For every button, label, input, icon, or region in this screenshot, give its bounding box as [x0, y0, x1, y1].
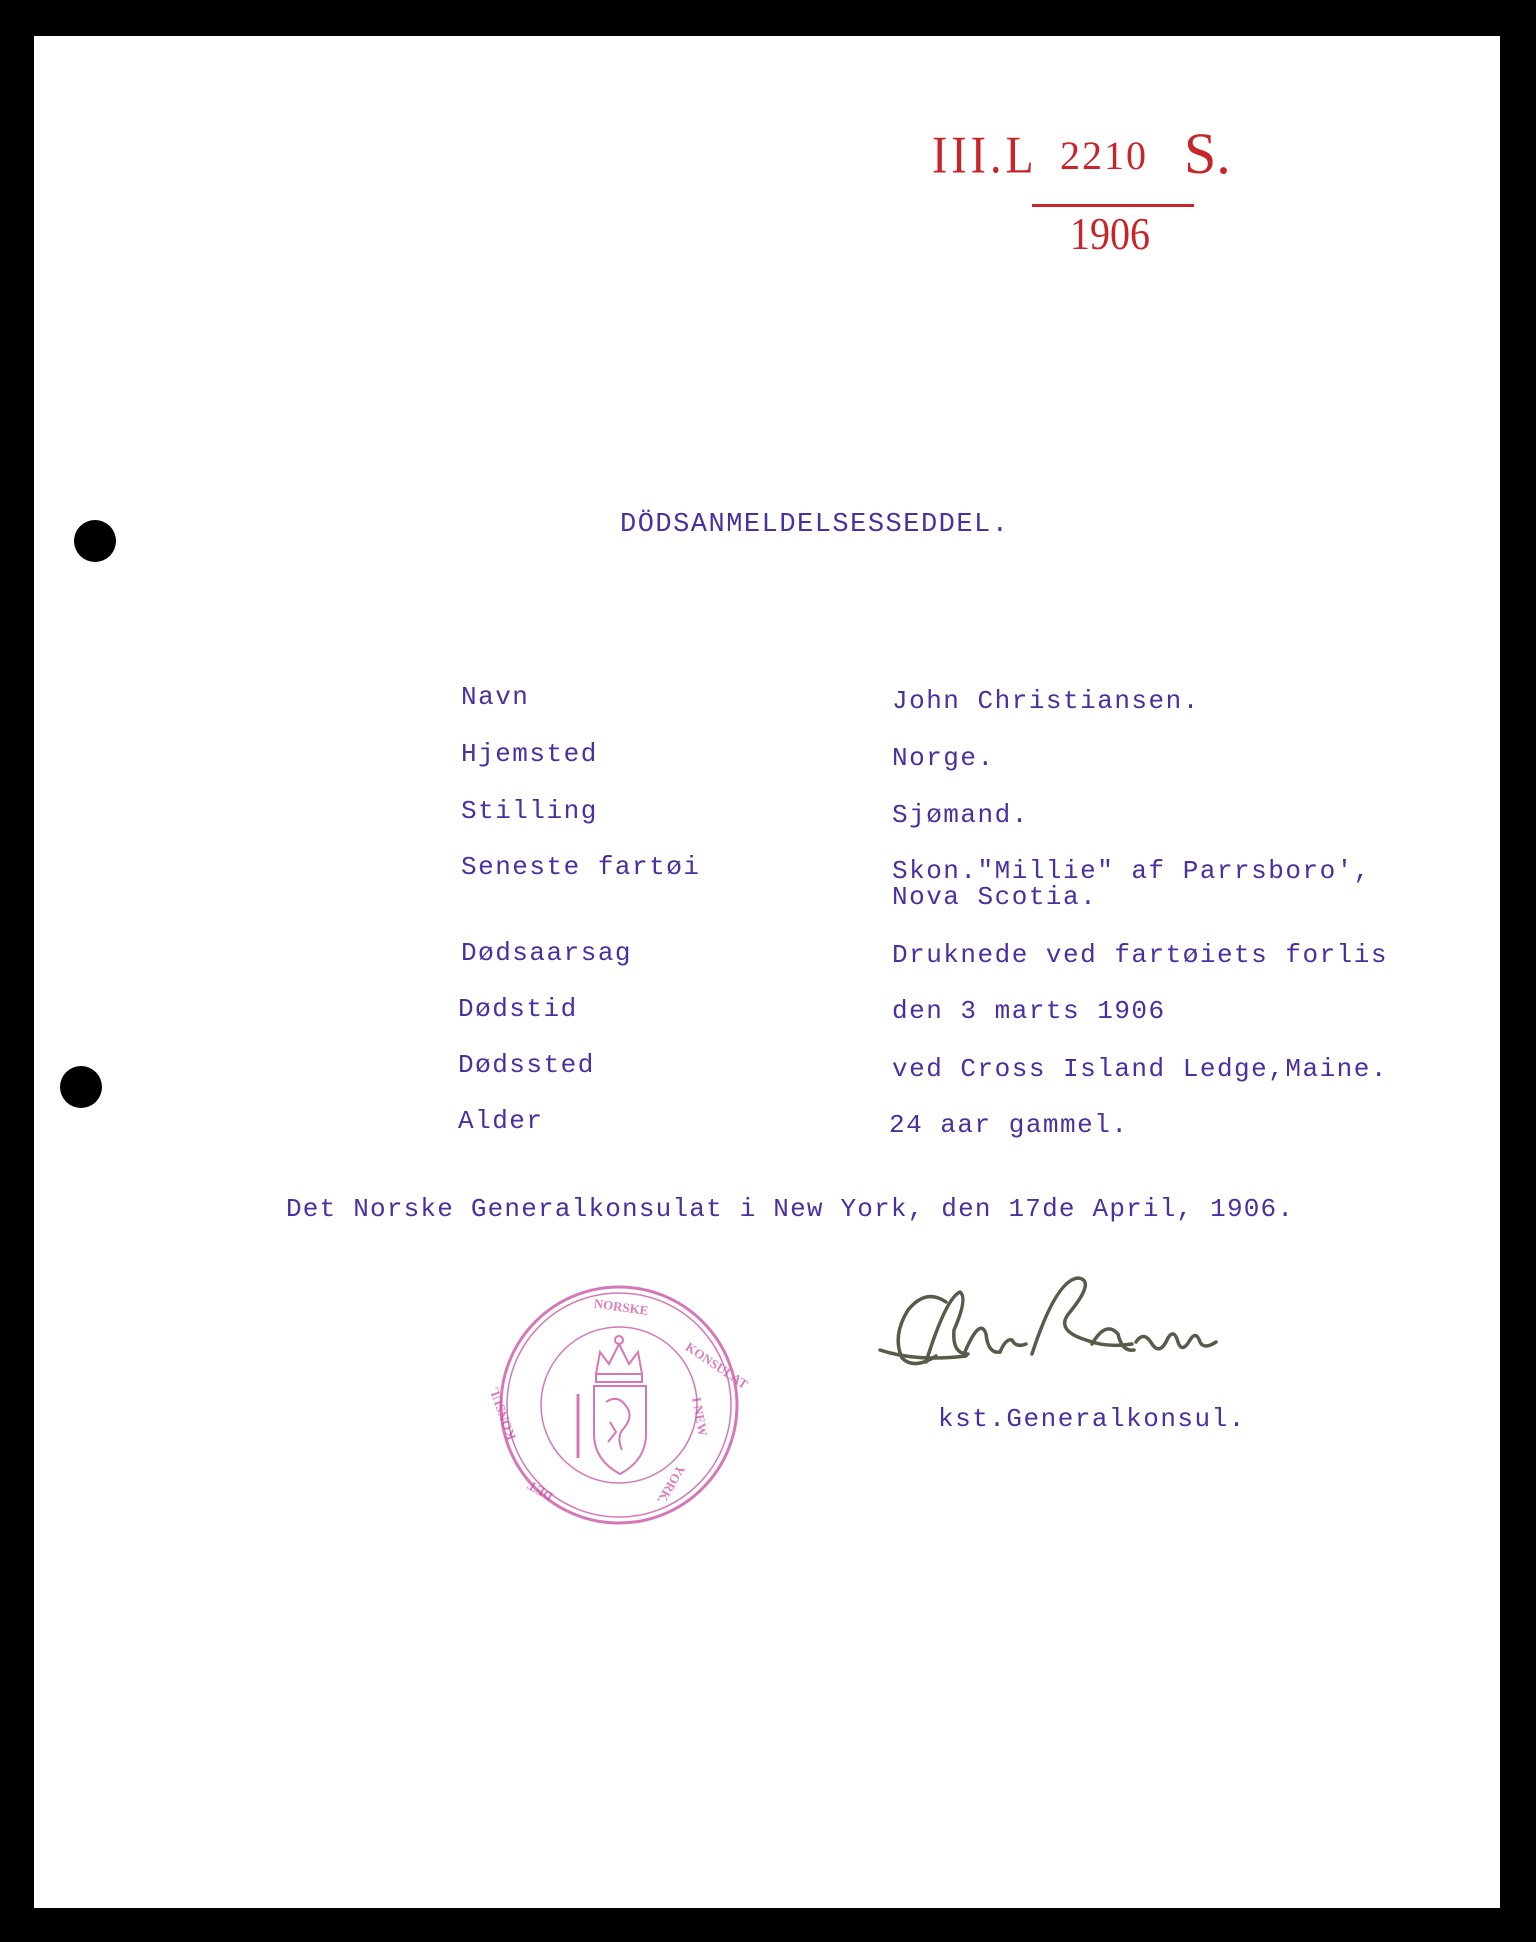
document-page [34, 36, 1500, 1908]
field-value: Norge. [892, 743, 995, 773]
field-label: Hjemsted [461, 739, 598, 769]
field-label: Dødssted [458, 1050, 595, 1080]
stamp-year: 1906 [1070, 207, 1150, 260]
field-label: Stilling [461, 796, 598, 826]
field-value: Skon."Millie" af Parrsboro', [892, 856, 1371, 886]
field-label: Alder [458, 1106, 544, 1136]
field-row-dodsaarsag [34, 938, 1500, 978]
consulate-seal [485, 1282, 751, 1528]
field-row-alder [34, 1106, 1500, 1146]
field-value: John Christiansen. [892, 686, 1200, 716]
field-value-line2: Nova Scotia. [892, 882, 1098, 912]
field-row-stilling [34, 796, 1500, 836]
punch-hole-top [74, 520, 116, 562]
field-label: Dødsaarsag [461, 938, 633, 968]
field-row-navn [34, 682, 1500, 722]
page-title: DÖDSANMELDELSESSEDDEL. [620, 510, 1010, 540]
svg-text:KONSULAT: KONSULAT [682, 1339, 751, 1392]
field-value: Druknede ved fartøiets forlis [892, 940, 1388, 970]
field-value: Sjømand. [892, 800, 1029, 830]
field-row-dodstid [34, 994, 1500, 1034]
archive-stamp [932, 102, 1252, 262]
svg-text:NORSKE: NORSKE [592, 1295, 650, 1319]
signature-icon [856, 1258, 1276, 1398]
svg-text:DET: DET [524, 1478, 556, 1505]
field-row-dodssted [34, 1050, 1500, 1090]
field-value: ved Cross Island Ledge,Maine. [892, 1054, 1388, 1084]
svg-text:I NEW: I NEW [689, 1395, 711, 1438]
seal-icon [485, 1282, 751, 1528]
field-label: Navn [461, 682, 530, 712]
svg-text:YORK.: YORK. [654, 1462, 689, 1507]
field-label: Seneste fartøi [461, 852, 701, 882]
svg-text:KONSUL: KONSUL [485, 1385, 519, 1443]
stamp-letter: S. [1184, 121, 1231, 186]
stamp-number: 2210 [1060, 133, 1148, 178]
field-value: 24 aar gammel. [889, 1110, 1129, 1140]
field-value: den 3 marts 1906 [892, 996, 1166, 1026]
field-row-seneste-fartoi [34, 852, 1500, 912]
field-label: Dødstid [458, 994, 578, 1024]
field-row-hjemsted [34, 739, 1500, 779]
signature [856, 1258, 1276, 1398]
stamp-prefix: III.L [932, 125, 1038, 184]
signatory-title: kst.Generalkonsul. [938, 1404, 1246, 1434]
place-date-line: Det Norske Generalkonsulat i New York, den 17de April, 1906. [286, 1194, 1295, 1224]
